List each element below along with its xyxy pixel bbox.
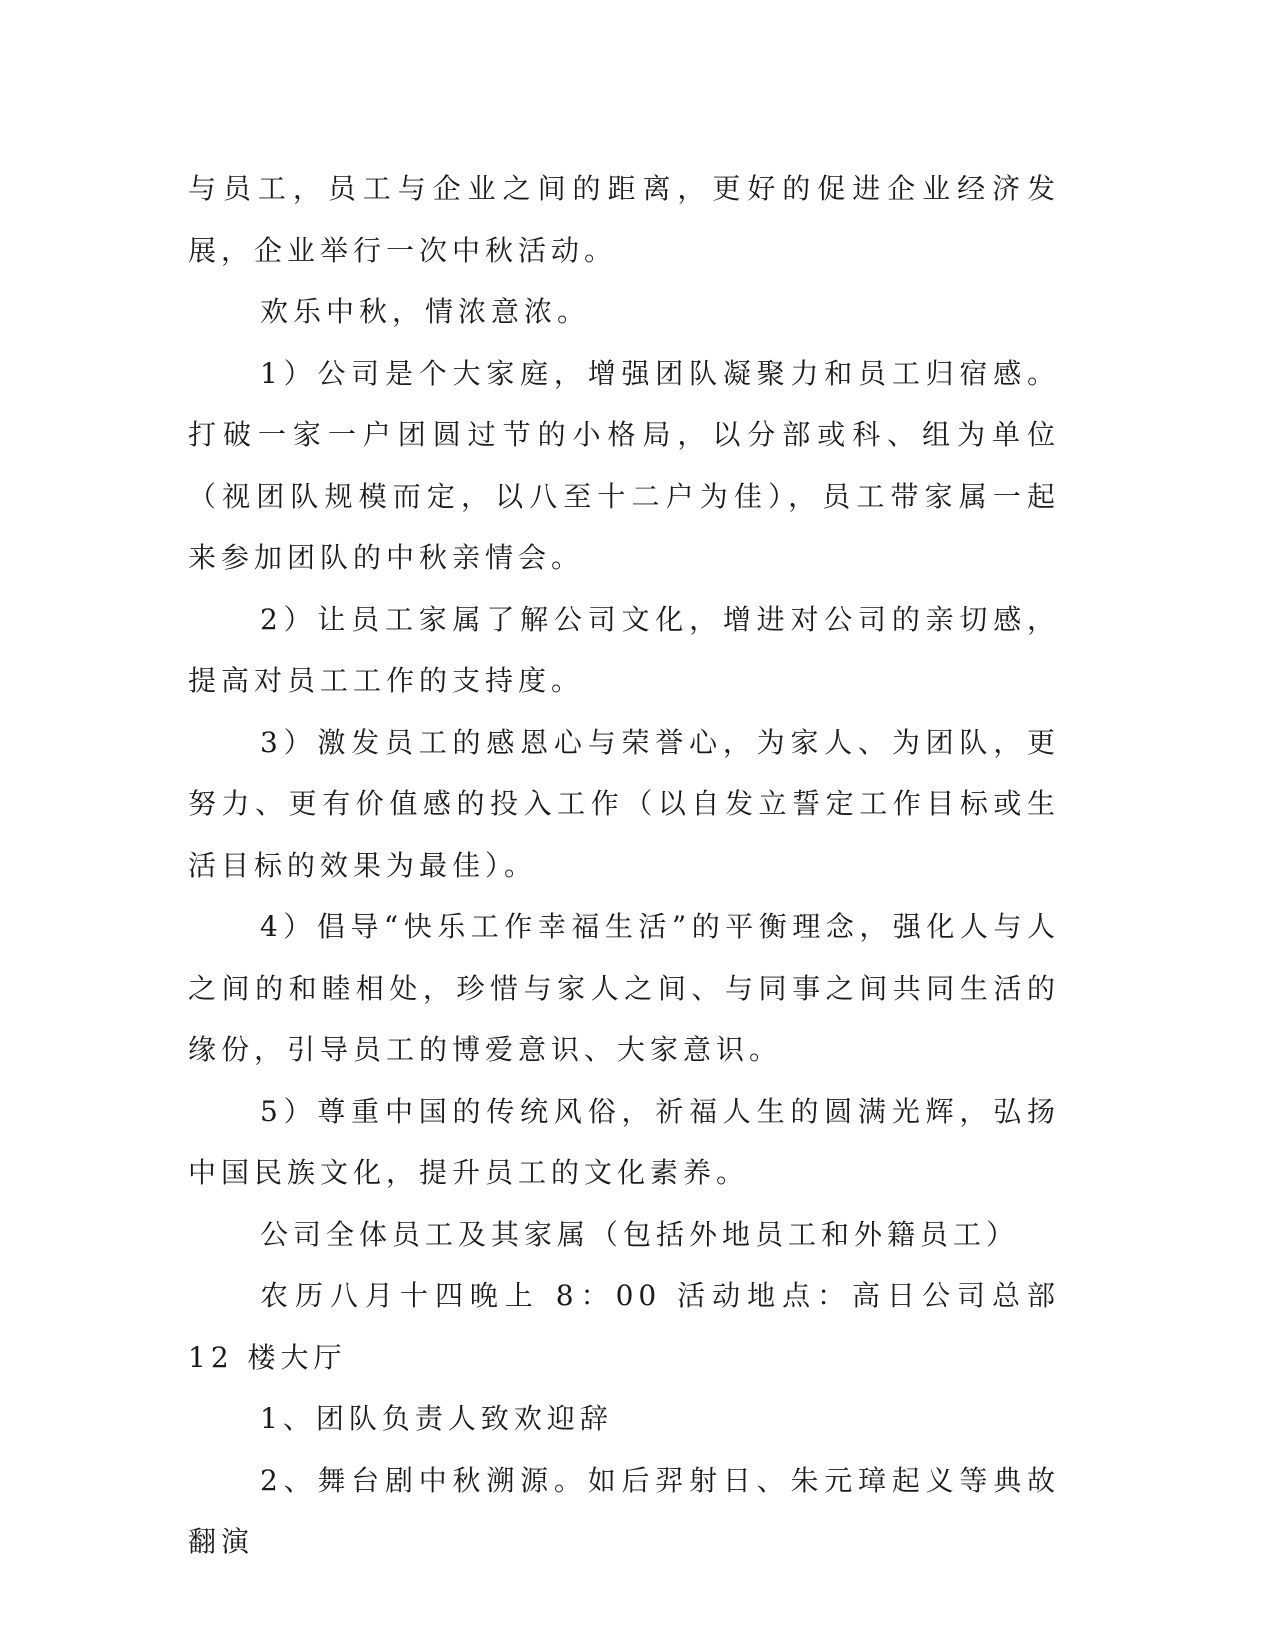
paragraph-purpose-2: 2）让员工家属了解公司文化，增进对公司的亲切感，提高对员工工作的支持度。	[188, 602, 1060, 697]
paragraph-purpose-5: 5）尊重中国的传统风俗，祈福人生的圆满光辉，弘扬中国民族文化，提升员工的文化素养。	[188, 1094, 1060, 1189]
paragraph-program-item-1: 1、团队负责人致欢迎辞	[260, 1402, 613, 1435]
paragraph-program-item-2: 2、舞台剧中秋溯源。如后羿射日、朱元璋起义等典故翻演	[188, 1463, 1060, 1558]
paragraph-purpose-4: 4）倡导“快乐工作幸福生活”的平衡理念，强化人与人之间的和睦相处，珍惜与家人之间、与同事之间共同生活的缘份，引导员工的博爱意识、大家意识。	[188, 910, 1060, 1066]
paragraph-purpose-3: 3）激发员工的感恩心与荣誉心，为家人、为团队，更努力、更有价值感的投入工作（以自发立誓定工作目标或生活目标的效果为最佳）。	[188, 725, 1060, 882]
paragraph-purpose-1: 1）公司是个大家庭，增强团队凝聚力和员工归宿感。打破一家一户团圆过节的小格局，以分部或科、组为单位（视团队规模而定，以八至十二户为佳），员工带家属一起来参加团队的中秋亲情会。	[188, 356, 1060, 574]
document-body	[188, 158, 1060, 1573]
paragraph-theme: 欢乐中秋，情浓意浓。	[260, 295, 591, 328]
paragraph-intro-continuation: 与员工，员工与企业之间的距离，更好的促进企业经济发展，企业举行一次中秋活动。	[188, 172, 1060, 267]
paragraph-participants: 公司全体员工及其家属（包括外地员工和外籍员工）	[260, 1217, 1020, 1251]
paragraph-time-location: 农历八月十四晚上 8：00 活动地点：高日公司总部 12 楼大厅	[188, 1279, 1060, 1374]
